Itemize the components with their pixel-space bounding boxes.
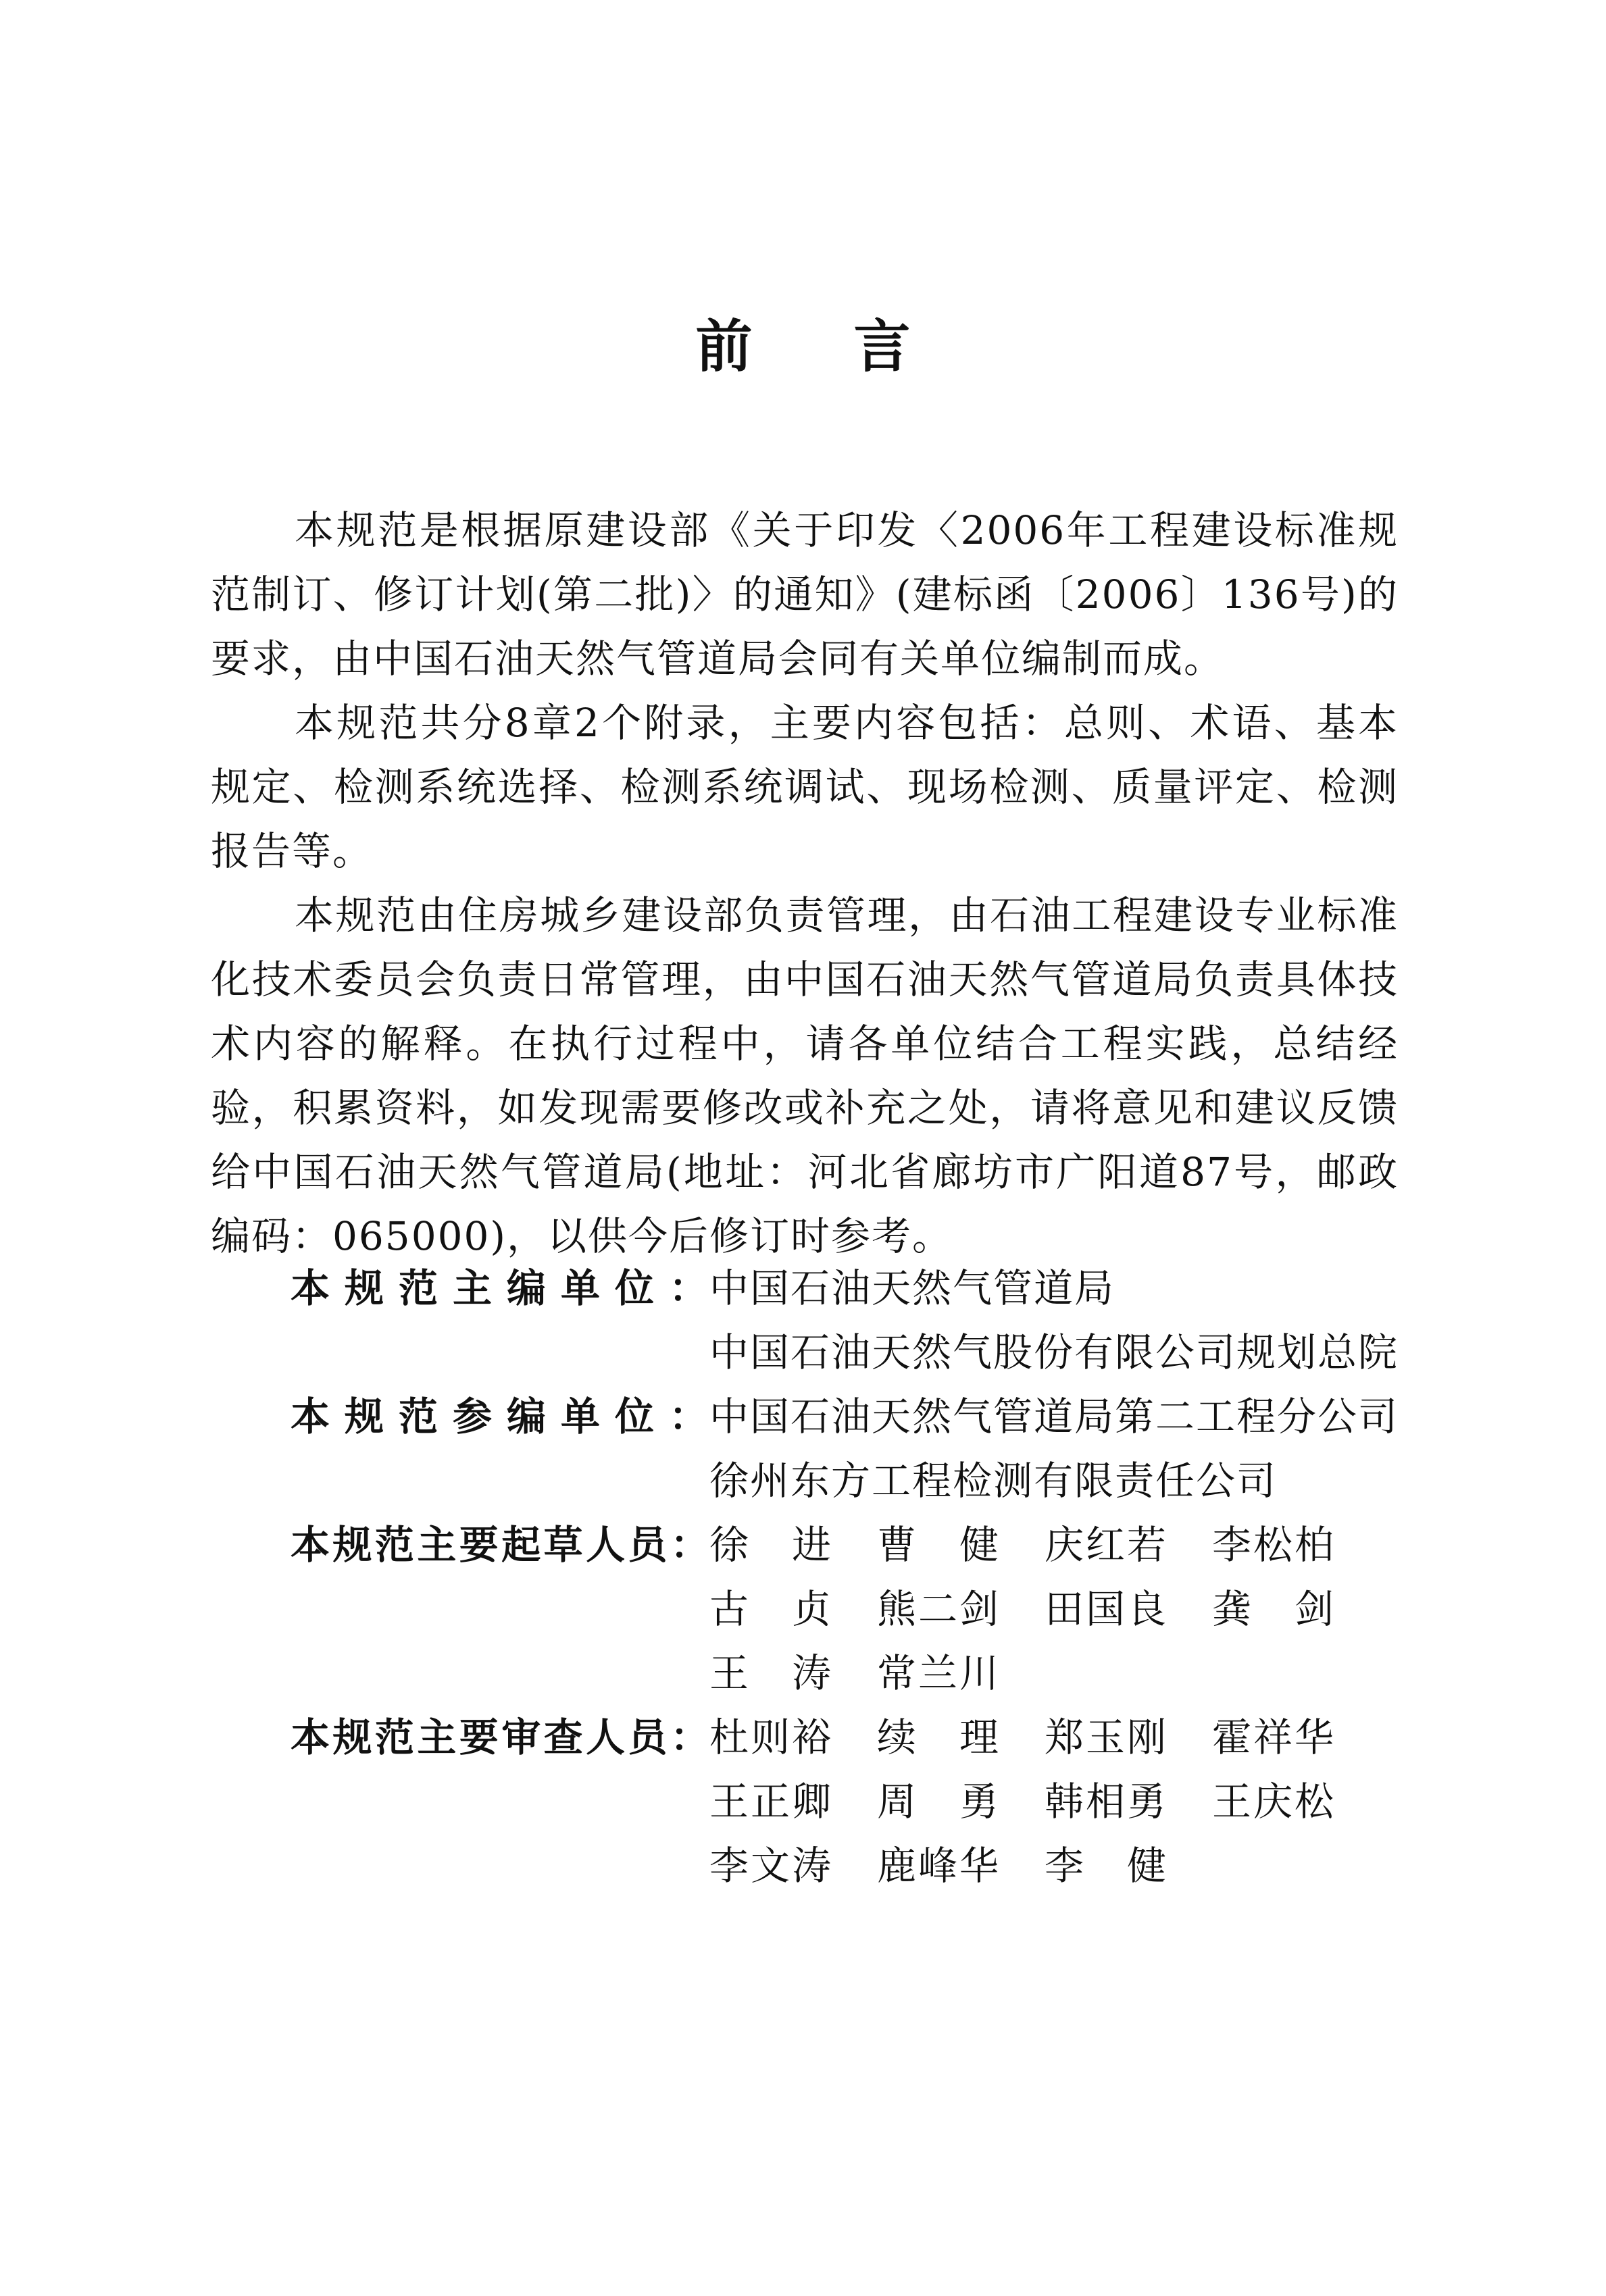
reviewer-name: 韩相勇 (1045, 1779, 1166, 1825)
drafter-name: 常兰川 (877, 1650, 999, 1696)
drafter-name: 熊二剑 (877, 1586, 999, 1632)
drafter-name: 李松柏 (1212, 1522, 1334, 1568)
reviewers-list (709, 1706, 1380, 1898)
drafter-name: 古 贞 (709, 1586, 831, 1632)
paragraph-contents: 本规范共分8章2个附录，主要内容包括：总则、术语、基本规定、检测系统选择、检测系统调试、现场检测、质量评定、检测报告等。 (211, 700, 1399, 874)
reviewer-name: 李文涛 (709, 1843, 831, 1889)
participating-unit: 中国石油天然气管道局第二工程分公司 (709, 1394, 1399, 1439)
participating-units-label: 本规范参编单位： (291, 1394, 709, 1439)
reviewer-name: 鹿峰华 (877, 1843, 999, 1889)
reviewer-name: 续 理 (877, 1714, 999, 1760)
reviewer-name: 霍祥华 (1212, 1714, 1334, 1760)
reviewers-label: 本规范主要审查人员： (291, 1714, 709, 1760)
page-title (0, 309, 1606, 384)
drafter-name: 庆红若 (1045, 1522, 1166, 1568)
drafters-list (709, 1513, 1380, 1706)
reviewer-name: 王庆松 (1212, 1779, 1334, 1825)
reviewer-name: 李 健 (1045, 1843, 1166, 1889)
foreword-body (211, 499, 1399, 1269)
paragraph-basis: 本规范是根据原建设部《关于印发〈2006年工程建设标准规范制订、修订计划(第二批)〉的通知》(建标函〔2006〕136号)的要求，由中国石油天然气管道局会同有关单位编制而成。 (211, 507, 1399, 682)
drafter-name: 徐 进 (709, 1522, 831, 1568)
title-char-2: 言 (853, 313, 911, 380)
reviewer-name: 周 勇 (877, 1779, 999, 1825)
drafters-row (291, 1513, 1412, 1706)
chief-unit: 中国石油天然气管道局 (709, 1265, 1115, 1311)
drafter-name: 王 涛 (709, 1650, 831, 1696)
reviewer-name: 王正卿 (709, 1779, 831, 1825)
paragraph-management: 本规范由住房城乡建设部负责管理，由石油工程建设专业标准化技术委员会负责日常管理，由中国石油天然气管道局负责具体技术内容的解释。在执行过程中，请各单位结合工程实践，总结经验，积累资料，如发现需要修改或补充之处，请将意见和建议反馈给中国石油天然气管道局(地址：河北省廊坊市广阳道87号，邮政编码：065000)，以供今后修订时参考。 (211, 892, 1399, 1259)
chief-units-row (291, 1256, 1412, 1385)
chief-unit: 中国石油天然气股份有限公司规划总院 (709, 1329, 1399, 1375)
participating-units-values (709, 1385, 1412, 1513)
chief-units-values (709, 1256, 1412, 1385)
drafter-name: 龚 剑 (1212, 1586, 1334, 1632)
drafter-name: 田国良 (1045, 1586, 1166, 1632)
reviewer-name: 郑玉刚 (1045, 1714, 1166, 1760)
drafters-label: 本规范主要起草人员： (291, 1522, 709, 1568)
reviewers-row (291, 1706, 1412, 1898)
reviewer-name: 杜则裕 (709, 1714, 831, 1760)
title-char-1: 前 (695, 313, 753, 380)
participating-units-row (291, 1385, 1412, 1513)
chief-units-label: 本规范主编单位： (291, 1265, 709, 1311)
drafter-name: 曹 健 (877, 1522, 999, 1568)
credits-section (291, 1256, 1412, 1898)
participating-unit: 徐州东方工程检测有限责任公司 (709, 1458, 1278, 1504)
